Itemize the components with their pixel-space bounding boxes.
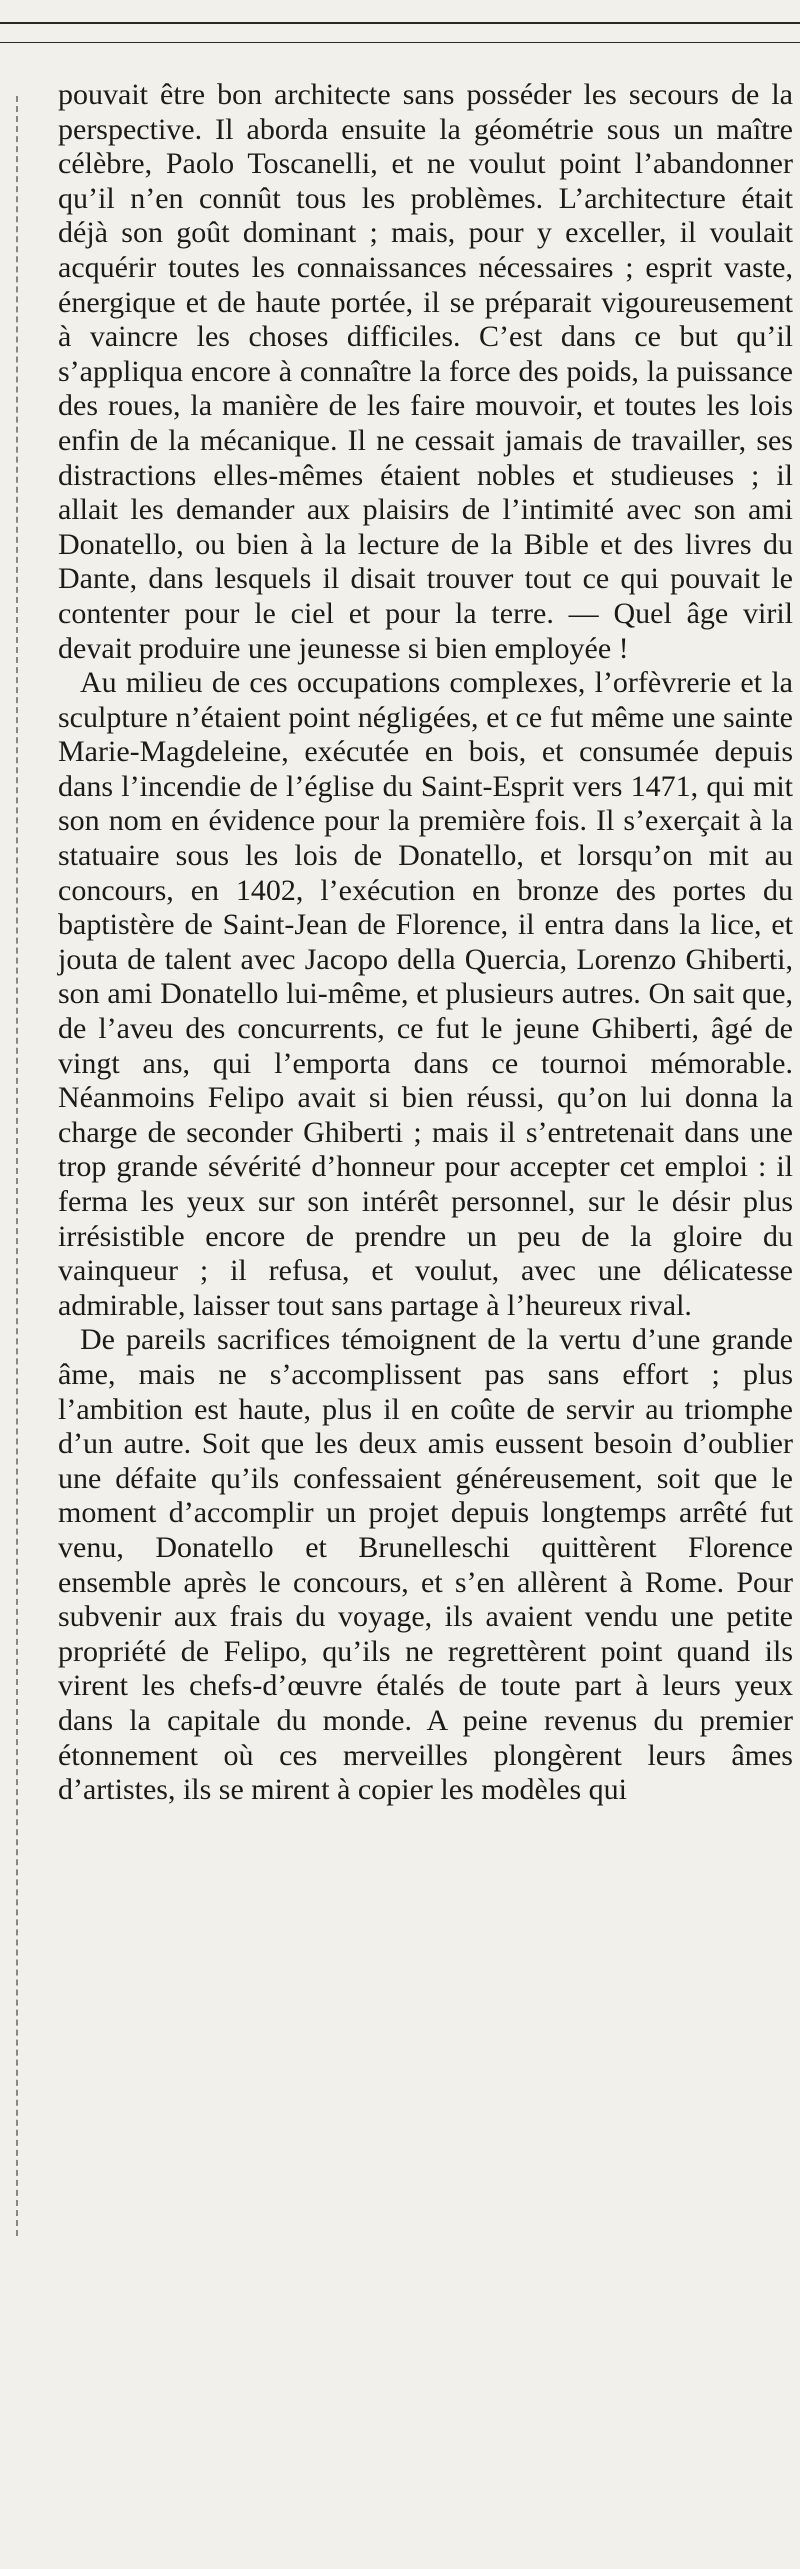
header-rule-bottom [0, 42, 800, 43]
paragraph: Au milieu de ces occupations complexes, l’orfèvrerie et la sculpture n’étaient point négligées, et ce fut même une sainte Marie-Magdeleine, exécutée en bois, et consumée depuis dans l’incendie de l’église du Saint-Esprit vers 1471, qui mit son nom en évidence pour la première fois. Il s’exerçait à la statuaire sous les lois de Donatello, et lorsqu’on mit au concours, en 1402, l’exécution en bronze des portes du baptistère de Saint-Jean de Florence, il entra dans la lice, et jouta de talent avec Jacopo della Quercia, Lorenzo Ghiberti, son ami Donatello lui-même, et plusieurs autres. On sait que, de l’aveu des concurrents, ce fut le jeune Ghiberti, âgé de vingt ans, qui l’emporta dans ce tournoi mémorable. Néanmoins Felipo avait si bien réussi, qu’on lui donna la charge de seconder Ghiberti ; mais il s’entretenait dans une trop grande sévérité d’honneur pour accepter cet emploi : il ferma les yeux sur son intérêt personnel, sur le désir plus irrésistible encore de prendre un peu de la gloire du vainqueur ; il refusa, et voulut, avec une délicatesse admirable, laisser tout sans partage à l’heureux rival. [58, 666, 793, 1322]
paragraph: De pareils sacrifices témoignent de la vertu d’une grande âme, mais ne s’accomplissent pas sans effort ; plus l’ambition est haute, plus il en coûte de servir au triomphe d’un autre. Soit que les deux amis eussent besoin d’oublier une défaite qu’ils confessaient généreusement, soit que le moment d’accomplir un projet depuis longtemps arrêté fut venu, Donatello et Brunelleschi quittèrent Florence ensemble après le concours, et s’en allèrent à Rome. Pour subvenir aux frais du voyage, ils avaient vendu une petite propriété de Felipo, qu’ils ne regrettèrent point quand ils virent les chefs-d’œuvre étalés de toute part à leurs yeux dans la capitale du monde. A peine revenus du premier étonnement où ces merveilles plongèrent leurs âmes d’artistes, ils se mirent à copier les modèles qui [58, 1323, 793, 1807]
paragraph-continued: pouvait être bon architecte sans posséder les secours de la perspective. Il aborda ensuite la géométrie sous un maître célèbre, Paolo Toscanelli, et ne voulut point l’abandonner qu’il n’en connût tous les problèmes. L’architecture était déjà son goût dominant ; mais, pour y exceller, il voulait acquérir toutes les connaissances nécessaires ; esprit vaste, énergique et de haute portée, il se préparait vigoureusement à vaincre les choses difficiles. C’est dans ce but qu’il s’appliqua encore à connaître la force des poids, la puissance des roues, la manière de les faire mouvoir, et toutes les lois enfin de la mécanique. Il ne cessait jamais de travailler, ses distractions elles-mêmes étaient nobles et studieuses ; il allait les demander aux plaisirs de l’intimité avec son ami Donatello, ou bien à la lecture de la Bible et des livres du Dante, dans lesquels il disait trouver tout ce qui pouvait le contenter pour le ciel et pour la terre. — Quel âge viril devait produire une jeunesse si bien employée ! [58, 78, 793, 665]
page-body-text [58, 78, 793, 1808]
margin-line [16, 96, 18, 2236]
header-rule-top [0, 22, 800, 24]
